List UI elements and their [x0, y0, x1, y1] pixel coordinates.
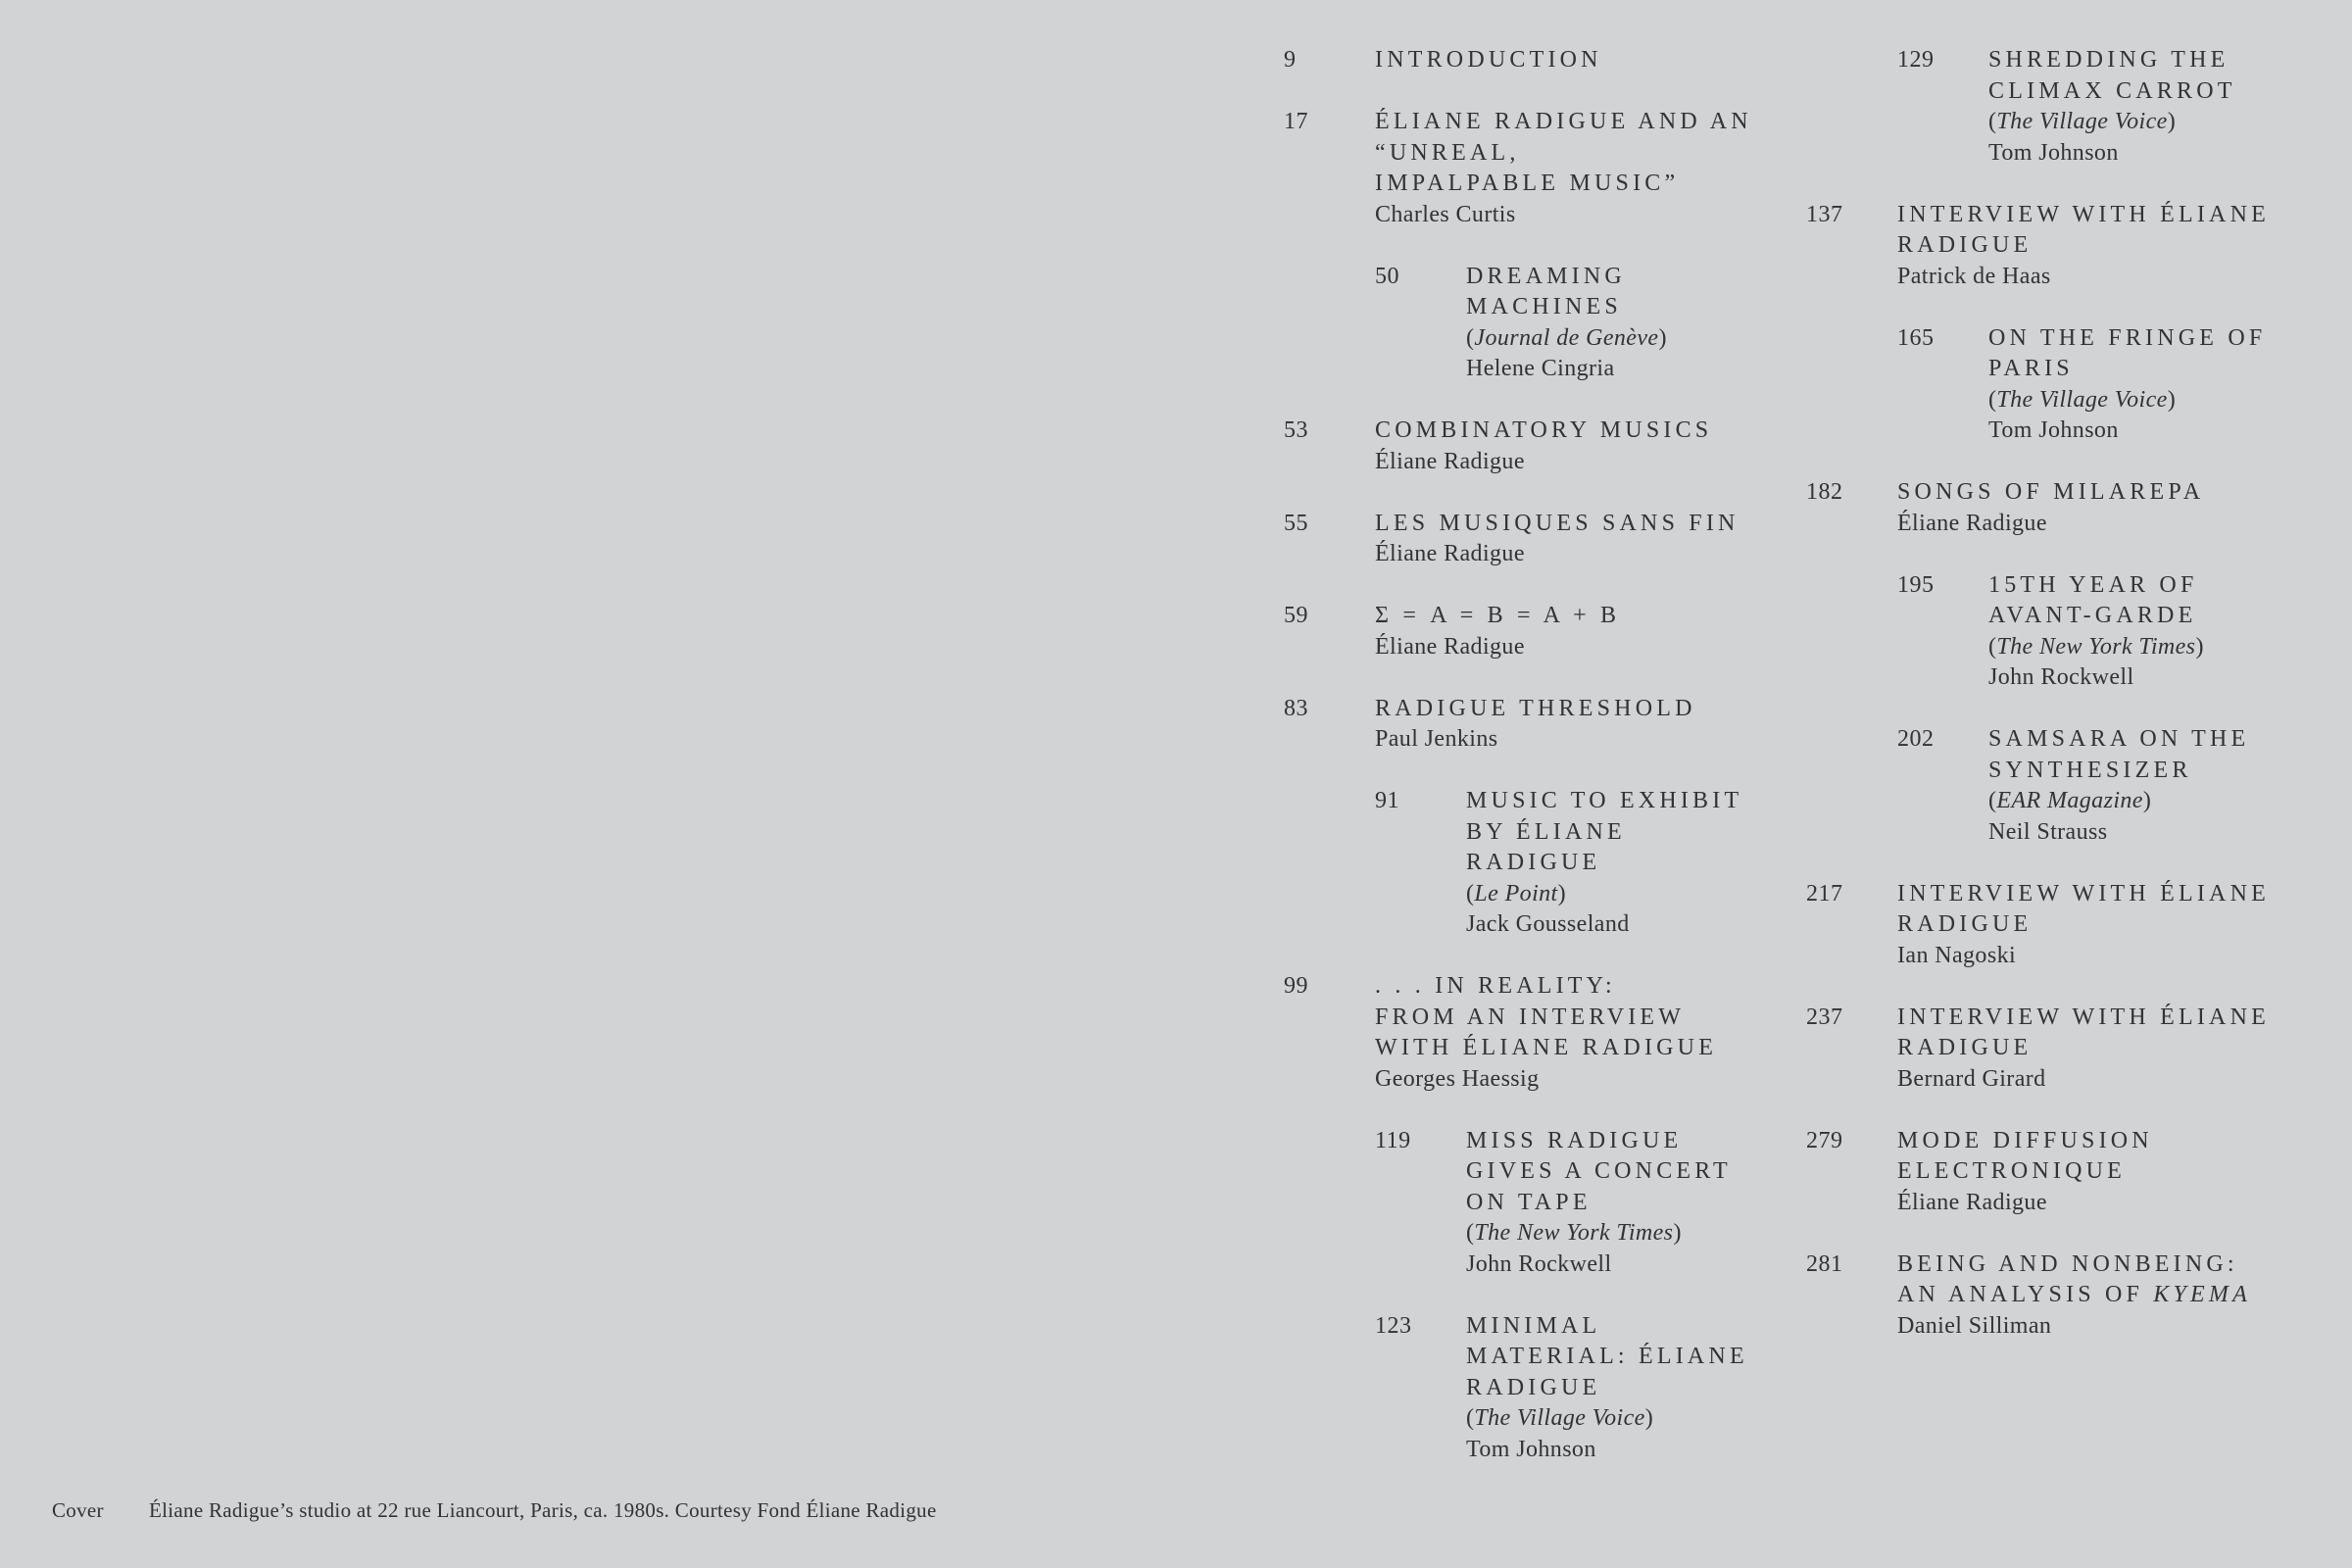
toc-entry-author: Paul Jenkins [1375, 726, 1498, 752]
toc-entry-title-line: ON THE FRINGE OF [1988, 324, 2267, 351]
toc-entry-page-number: 202 [1897, 726, 1935, 752]
toc-entry-author: Ian Nagoski [1897, 942, 2017, 968]
toc-entry-title-line: RADIGUE [1897, 911, 2033, 937]
toc-entry-body [1375, 509, 1833, 570]
toc-entry [1284, 416, 1833, 477]
toc-entry-body [1466, 1126, 1833, 1281]
toc-entry [1806, 45, 2352, 169]
toc-entry-author: Georges Haessig [1375, 1065, 1540, 1092]
toc-entry-body [1988, 45, 2352, 169]
toc-entry [1284, 1126, 1833, 1281]
toc-entry-title-line: RADIGUE [1897, 232, 2033, 258]
toc-entry-body [1897, 477, 2352, 539]
toc-entry [1284, 509, 1833, 570]
toc-entry-body [1988, 724, 2352, 848]
toc-entry [1284, 1311, 1833, 1466]
toc-entry-page-number: 55 [1284, 510, 1308, 536]
toc-entry-title-line: SONGS OF MILAREPA [1897, 479, 2205, 505]
toc-entry-body [1466, 262, 1833, 385]
toc-entry-title-line: IMPALPABLE MUSIC” [1375, 171, 1680, 196]
toc-entry [1284, 694, 1833, 756]
toc-entry-title-line: MACHINES [1466, 294, 1622, 319]
toc-entry-title-line: MISS RADIGUE [1466, 1127, 1683, 1153]
toc-entry [1284, 107, 1833, 230]
toc-entry-author: Éliane Radigue [1375, 448, 1525, 474]
toc-entry-body [1988, 323, 2352, 447]
toc-entry-journal: (The Village Voice) [1988, 109, 2177, 134]
toc-entry-author: Tom Johnson [1466, 1436, 1596, 1462]
toc-entry-author: Tom Johnson [1988, 139, 2119, 166]
toc-entry-author: Patrick de Haas [1897, 263, 2051, 289]
toc-entry [1806, 1250, 2352, 1343]
toc-entry [1806, 879, 2352, 972]
toc-entry-title-line: Σ = A = B = A + B [1375, 603, 1621, 628]
toc-entry-page-number: 50 [1375, 263, 1399, 289]
toc-entry [1806, 1126, 2352, 1219]
toc-entry-body [1375, 971, 1833, 1095]
toc-entry-body [1375, 694, 1833, 756]
toc-entry [1284, 786, 1833, 941]
toc-entry-title-line: MATERIAL: ÉLIANE [1466, 1344, 1748, 1369]
toc-entry-title-line: INTERVIEW WITH ÉLIANE [1897, 880, 2270, 906]
toc-column-left [1284, 45, 1833, 1496]
toc-entry-author: John Rockwell [1988, 664, 2134, 690]
toc-entry-title-line: RADIGUE [1466, 850, 1601, 875]
toc-entry-title-line: INTERVIEW WITH ÉLIANE [1897, 1004, 2270, 1030]
toc-entry-title-line: GIVES A CONCERT [1466, 1158, 1732, 1184]
toc-entry-title-line: RADIGUE [1466, 1374, 1601, 1400]
toc-entry-title-line: AVANT-GARDE [1988, 603, 2197, 628]
toc-entry-journal: (The New York Times) [1988, 633, 2204, 660]
toc-entry-author: Neil Strauss [1988, 818, 2108, 845]
toc-entry-page-number: 119 [1375, 1127, 1411, 1153]
toc-entry-journal: (EAR Magazine) [1988, 788, 2152, 813]
toc-entry-author: John Rockwell [1466, 1250, 1612, 1277]
toc-entry-title-line: PARIS [1988, 356, 2074, 381]
toc-entry-title-line: INTERVIEW WITH ÉLIANE [1897, 201, 2270, 227]
toc-entry-journal: (Le Point) [1466, 880, 1567, 906]
toc-entry-title-line: DREAMING [1466, 263, 1626, 289]
toc-entry-page-number: 123 [1375, 1312, 1412, 1339]
toc-entry [1284, 262, 1833, 385]
toc-entry-title-line: . . . IN REALITY: [1375, 973, 1616, 999]
toc-entry-page-number: 17 [1284, 109, 1308, 134]
toc-entry-body [1897, 1126, 2352, 1219]
toc-entry-title-line: FROM AN INTERVIEW [1375, 1004, 1686, 1030]
toc-entry-page-number: 59 [1284, 603, 1308, 628]
toc-entry-body [1988, 570, 2352, 694]
toc-entry-title-line: 15TH YEAR OF [1988, 571, 2198, 598]
toc-entry-title-line: COMBINATORY MUSICS [1375, 417, 1713, 443]
toc-entry-title-line: SAMSARA ON THE [1988, 726, 2250, 752]
toc-entry-title-line: CLIMAX CARROT [1988, 77, 2236, 104]
cover-caption-text: Éliane Radigue’s studio at 22 rue Liancourt, Paris, ca. 1980s. Courtesy Fond Éliane Radigue [149, 1498, 937, 1522]
toc-entry-author: Helene Cingria [1466, 356, 1615, 381]
toc-entry-body [1897, 1003, 2352, 1096]
toc-entry-journal: (Journal de Genève) [1466, 324, 1667, 351]
toc-entry-author: Charles Curtis [1375, 201, 1516, 227]
toc-entry-page-number: 9 [1284, 47, 1297, 73]
toc-entry-title-line: RADIGUE [1897, 1035, 2033, 1060]
toc-entry [1806, 200, 2352, 293]
toc-entry-journal: (The New York Times) [1466, 1220, 1682, 1246]
toc-entry [1284, 45, 1833, 76]
toc-entry-journal: (The Village Voice) [1988, 386, 2177, 413]
toc-entry-title-line: SHREDDING THE [1988, 47, 2230, 73]
cover-caption-label: Cover [52, 1498, 104, 1522]
toc-entry-page-number: 165 [1897, 324, 1935, 351]
toc-entry-page-number: 281 [1806, 1250, 1843, 1277]
toc-entry [1806, 323, 2352, 447]
toc-entry-author: Daniel Silliman [1897, 1312, 2052, 1339]
toc-entry-page-number: 137 [1806, 201, 1843, 227]
toc-entry [1806, 1003, 2352, 1096]
toc-entry-body [1466, 786, 1833, 941]
toc-entry-page-number: 195 [1897, 571, 1935, 598]
toc-entry-title-line: WITH ÉLIANE RADIGUE [1375, 1035, 1718, 1060]
toc-entry-author: Éliane Radigue [1897, 510, 2047, 536]
toc-entry-page-number: 279 [1806, 1127, 1843, 1153]
toc-entry-author: Jack Gousseland [1466, 911, 1630, 937]
toc-column-right [1806, 45, 2352, 1373]
toc-entry [1806, 570, 2352, 694]
toc-entry-title-line: MUSIC TO EXHIBIT [1466, 788, 1743, 813]
toc-entry-body [1375, 601, 1833, 662]
toc-entry-author: Éliane Radigue [1375, 633, 1525, 660]
toc-entry-body [1375, 416, 1833, 477]
toc-entry-title-line: “UNREAL, [1375, 139, 1520, 166]
toc-entry-title-line: BY ÉLIANE [1466, 818, 1626, 845]
toc-entry-body [1466, 1311, 1833, 1466]
toc-entry-body [1897, 1250, 2352, 1343]
toc-entry-title-line: ÉLIANE RADIGUE AND AN [1375, 109, 1752, 134]
toc-entry-title-line: LES MUSIQUES SANS FIN [1375, 510, 1740, 536]
toc-entry-author: Tom Johnson [1988, 417, 2119, 443]
toc-entry-journal: (The Village Voice) [1466, 1405, 1654, 1431]
toc-entry-page-number: 99 [1284, 973, 1308, 999]
toc-entry-author: Éliane Radigue [1375, 541, 1525, 566]
toc-entry-title-line: AN ANALYSIS OF KYEMA [1897, 1282, 2251, 1307]
toc-entry-title-line: RADIGUE THRESHOLD [1375, 695, 1696, 721]
toc-entry-page-number: 129 [1897, 47, 1935, 73]
toc-entry-body [1375, 45, 1833, 76]
toc-entry-body [1897, 879, 2352, 972]
toc-entry [1806, 724, 2352, 848]
toc-entry-title-line: INTRODUCTION [1375, 47, 1602, 73]
toc-entry-page-number: 53 [1284, 417, 1308, 443]
toc-entry-page-number: 237 [1806, 1004, 1843, 1030]
toc-entry-author: Bernard Girard [1897, 1065, 2046, 1092]
toc-entry-page-number: 182 [1806, 479, 1843, 505]
toc-entry-title-line: MINIMAL [1466, 1312, 1601, 1339]
toc-entry-title-line: ELECTRONIQUE [1897, 1158, 2127, 1184]
toc-entry [1806, 477, 2352, 539]
toc-entry-body [1375, 107, 1833, 230]
toc-entry-page-number: 83 [1284, 695, 1308, 721]
toc-entry-body [1897, 200, 2352, 293]
toc-entry [1284, 971, 1833, 1095]
toc-entry-title-line: SYNTHESIZER [1988, 757, 2192, 783]
toc-entry-title-line: BEING AND NONBEING: [1897, 1250, 2238, 1277]
toc-entry-title-line: MODE DIFFUSION [1897, 1127, 2153, 1153]
toc-entry-page-number: 91 [1375, 788, 1399, 813]
toc-entry-page-number: 217 [1806, 880, 1843, 906]
toc-entry-author: Éliane Radigue [1897, 1189, 2047, 1215]
toc-entry-title-line: ON TAPE [1466, 1189, 1592, 1215]
toc-entry [1284, 601, 1833, 662]
